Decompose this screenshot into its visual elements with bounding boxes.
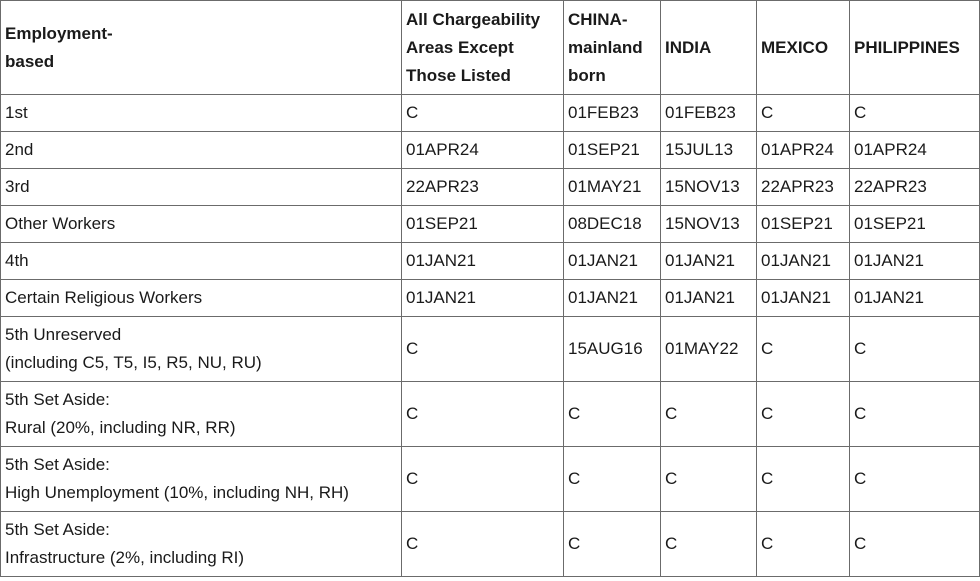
row-label-line: 5th Unreserved	[5, 325, 122, 344]
table-row	[1, 206, 980, 243]
row-label	[1, 95, 402, 132]
cell-all-chargeability: C	[402, 317, 564, 382]
cell-all-chargeability: C	[402, 447, 564, 512]
cell-china: C	[564, 447, 661, 512]
row-label	[1, 280, 402, 317]
cell-philippines: 01JAN21	[850, 243, 980, 280]
row-label-line: 5th Set Aside:	[5, 455, 110, 474]
cell-india: C	[661, 382, 757, 447]
row-label-line: Other Workers	[5, 214, 116, 233]
row-label	[1, 206, 402, 243]
header-india	[661, 1, 757, 95]
cell-india: 01JAN21	[661, 243, 757, 280]
table-row	[1, 512, 980, 577]
header-all-chargeability	[402, 1, 564, 95]
cell-philippines: 01APR24	[850, 132, 980, 169]
row-label-line: 4th	[5, 251, 29, 270]
cell-all-chargeability: 22APR23	[402, 169, 564, 206]
header-mexico	[757, 1, 850, 95]
cell-china: 01JAN21	[564, 243, 661, 280]
cell-philippines: C	[850, 382, 980, 447]
row-label	[1, 447, 402, 512]
header-philippines	[850, 1, 980, 95]
cell-all-chargeability: 01JAN21	[402, 280, 564, 317]
table-row	[1, 382, 980, 447]
cell-all-chargeability: 01JAN21	[402, 243, 564, 280]
table-row	[1, 317, 980, 382]
row-label	[1, 317, 402, 382]
cell-mexico: 22APR23	[757, 169, 850, 206]
header-line: MEXICO	[761, 37, 829, 57]
row-label	[1, 169, 402, 206]
cell-india: 01FEB23	[661, 95, 757, 132]
cell-mexico: C	[757, 447, 850, 512]
cell-mexico: C	[757, 382, 850, 447]
header-line: mainland	[568, 37, 643, 57]
header-line: CHINA-	[568, 9, 628, 29]
cell-india: 15NOV13	[661, 169, 757, 206]
cell-china: 08DEC18	[564, 206, 661, 243]
cell-philippines: C	[850, 317, 980, 382]
cell-india: 15JUL13	[661, 132, 757, 169]
header-line: INDIA	[665, 37, 712, 57]
header-category-line: Employment-	[5, 23, 113, 43]
row-label-line: 2nd	[5, 140, 34, 159]
cell-all-chargeability: 01SEP21	[402, 206, 564, 243]
cell-all-chargeability: C	[402, 382, 564, 447]
cell-all-chargeability: C	[402, 95, 564, 132]
table-row	[1, 95, 980, 132]
cell-philippines: 01SEP21	[850, 206, 980, 243]
table-row	[1, 243, 980, 280]
cell-mexico: C	[757, 512, 850, 577]
row-label	[1, 512, 402, 577]
cell-all-chargeability: C	[402, 512, 564, 577]
cell-china: 01SEP21	[564, 132, 661, 169]
cell-china: 01JAN21	[564, 280, 661, 317]
cell-mexico: 01JAN21	[757, 243, 850, 280]
row-label-line: Certain Religious Workers	[5, 288, 203, 307]
row-label-line: 1st	[5, 103, 28, 122]
row-label-line: Infrastructure (2%, including RI)	[5, 548, 245, 567]
cell-philippines: C	[850, 95, 980, 132]
header-line: Areas Except	[406, 37, 514, 57]
cell-india: 01JAN21	[661, 280, 757, 317]
cell-mexico: C	[757, 95, 850, 132]
cell-mexico: 01JAN21	[757, 280, 850, 317]
row-label	[1, 243, 402, 280]
header-line: Those Listed	[406, 65, 511, 85]
table-row	[1, 132, 980, 169]
cell-india: 01MAY22	[661, 317, 757, 382]
cell-china: 01MAY21	[564, 169, 661, 206]
row-label-line: 5th Set Aside:	[5, 520, 110, 539]
cell-mexico: C	[757, 317, 850, 382]
table-row	[1, 280, 980, 317]
header-category	[1, 1, 402, 95]
table-header-row	[1, 1, 980, 95]
cell-philippines: 22APR23	[850, 169, 980, 206]
header-category-line: based	[5, 51, 55, 71]
table-row	[1, 169, 980, 206]
cell-china: 01FEB23	[564, 95, 661, 132]
table-row	[1, 447, 980, 512]
row-label	[1, 382, 402, 447]
row-label-line: 5th Set Aside:	[5, 390, 110, 409]
row-label-line: High Unemployment (10%, including NH, RH)	[5, 483, 349, 502]
cell-all-chargeability: 01APR24	[402, 132, 564, 169]
header-line: All Chargeability	[406, 9, 541, 29]
header-line: born	[568, 65, 606, 85]
row-label-line: Rural (20%, including NR, RR)	[5, 418, 236, 437]
cell-philippines: C	[850, 447, 980, 512]
cell-mexico: 01APR24	[757, 132, 850, 169]
cell-india: 15NOV13	[661, 206, 757, 243]
row-label-line: 3rd	[5, 177, 30, 196]
header-china	[564, 1, 661, 95]
cell-philippines: 01JAN21	[850, 280, 980, 317]
cell-philippines: C	[850, 512, 980, 577]
header-line: PHILIPPINES	[854, 37, 960, 57]
cell-china: C	[564, 512, 661, 577]
cell-india: C	[661, 447, 757, 512]
row-label-line: (including C5, T5, I5, R5, NU, RU)	[5, 353, 262, 372]
cell-mexico: 01SEP21	[757, 206, 850, 243]
cell-china: C	[564, 382, 661, 447]
cell-india: C	[661, 512, 757, 577]
cell-china: 15AUG16	[564, 317, 661, 382]
row-label	[1, 132, 402, 169]
